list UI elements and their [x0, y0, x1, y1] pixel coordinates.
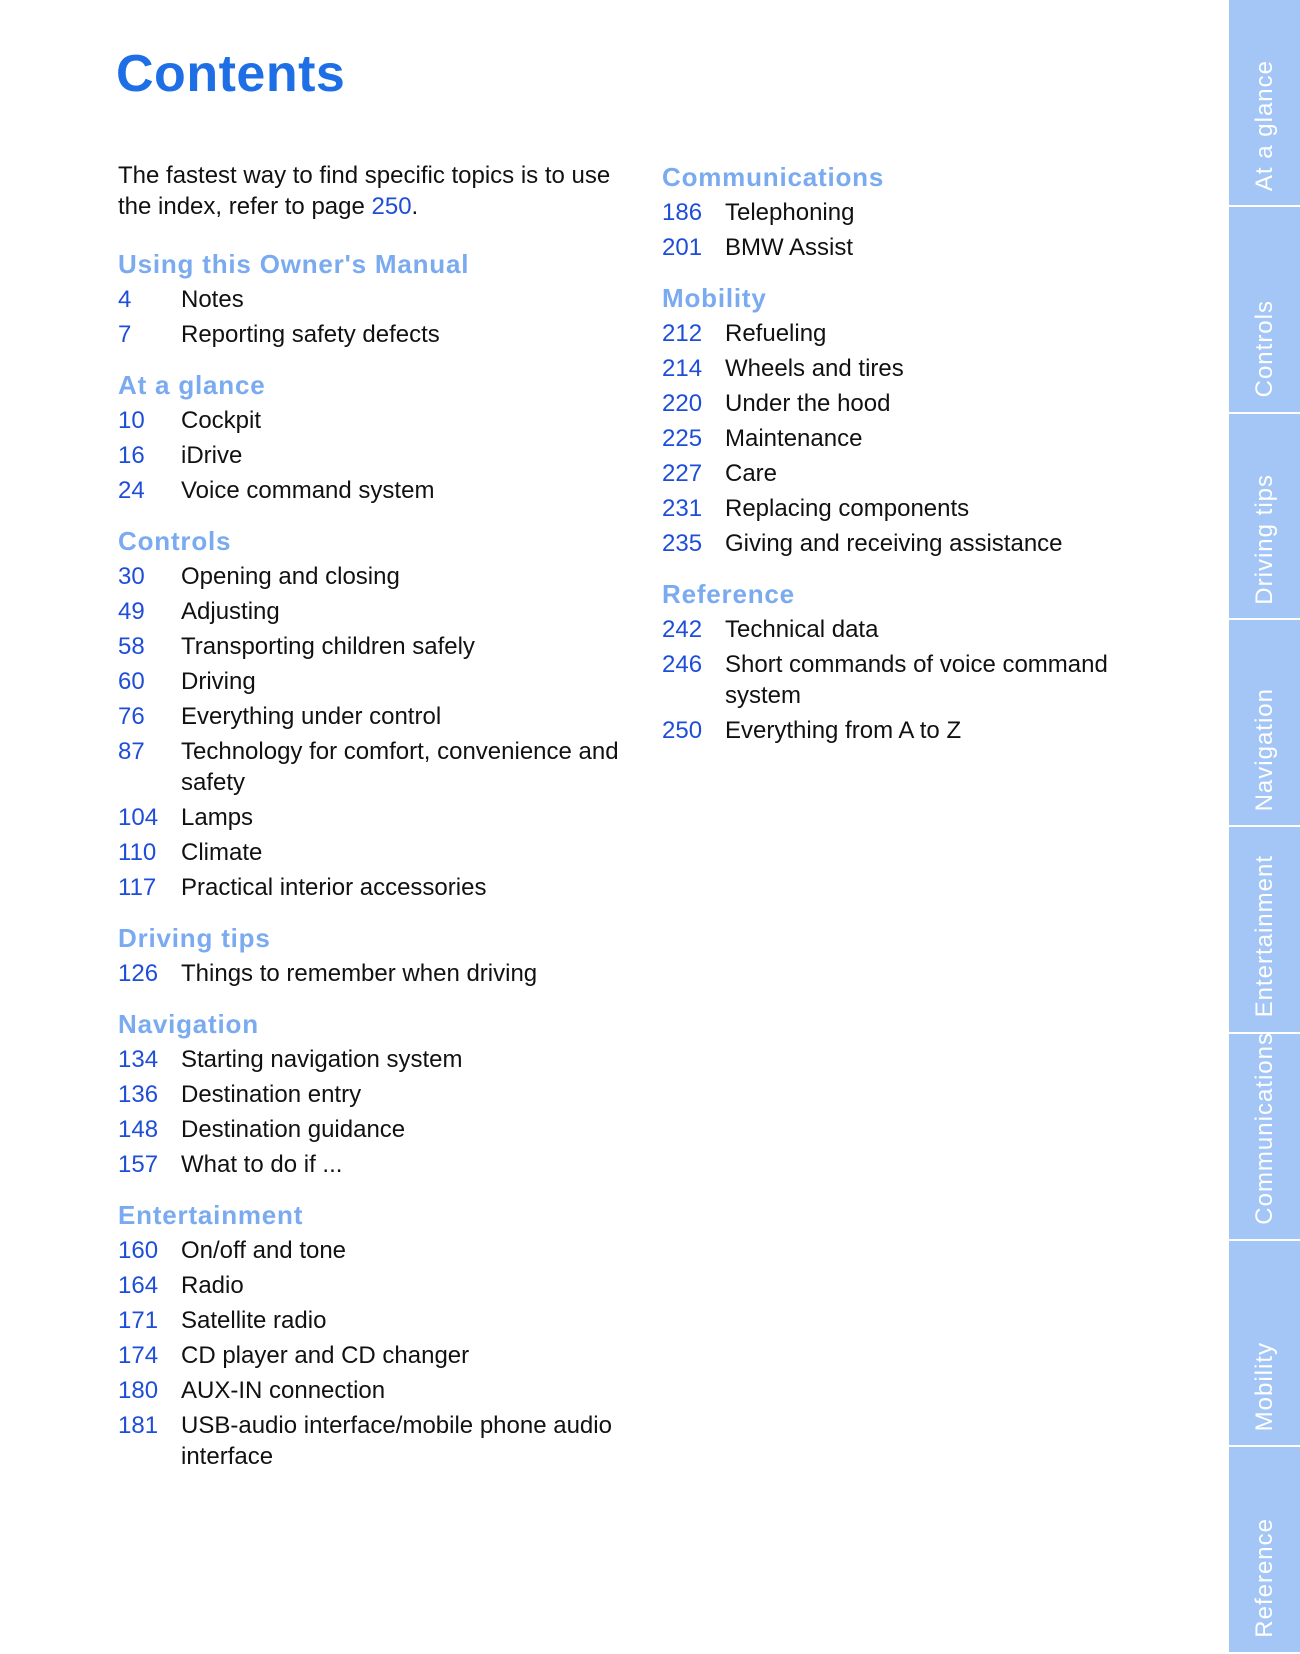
- toc-entry[interactable]: [118, 701, 628, 732]
- entry-label: USB-audio interface/mobile phone audio interface: [181, 1412, 612, 1470]
- toc-entry[interactable]: [118, 736, 628, 798]
- page-number[interactable]: 225: [662, 425, 703, 452]
- section-title: Driving tips: [118, 923, 271, 953]
- page-number[interactable]: 10: [118, 407, 145, 434]
- toc-entry[interactable]: [118, 284, 628, 315]
- section-entertainment: [118, 1198, 628, 1472]
- entry-label: Replacing components: [725, 495, 970, 522]
- tab-label: Navigation: [1250, 687, 1278, 811]
- section-controls: [118, 524, 628, 903]
- page-number[interactable]: 157: [118, 1151, 159, 1178]
- page-number[interactable]: 104: [118, 804, 159, 831]
- page-number[interactable]: 242: [662, 616, 703, 643]
- page-number[interactable]: 7: [118, 321, 132, 348]
- section-using-this-owner-s-manual: [118, 247, 628, 350]
- tab-reference[interactable]: [1229, 1447, 1300, 1654]
- entry-label: Starting navigation system: [181, 1046, 463, 1073]
- entry-label: Reporting safety defects: [181, 321, 440, 348]
- entry-label: Technology for comfort, convenience and safety: [181, 738, 619, 796]
- toc-entry[interactable]: [118, 1044, 628, 1075]
- tab-label: Mobility: [1250, 1341, 1278, 1432]
- toc-entry[interactable]: [118, 802, 628, 833]
- entry-label: Radio: [181, 1272, 244, 1299]
- entry-label: Wheels and tires: [725, 355, 904, 382]
- section-title: Navigation: [118, 1009, 259, 1039]
- page-number[interactable]: 126: [118, 960, 159, 987]
- entry-label: Practical interior accessories: [181, 874, 487, 901]
- page-number[interactable]: 134: [118, 1046, 159, 1073]
- toc-entry[interactable]: [118, 1079, 628, 1110]
- page-number[interactable]: 16: [118, 442, 145, 469]
- section-title: Communications: [662, 162, 885, 192]
- tab-label: Reference: [1250, 1518, 1278, 1638]
- toc-entry[interactable]: [118, 1375, 628, 1406]
- entry-label: Destination entry: [181, 1081, 362, 1108]
- page-number[interactable]: 171: [118, 1307, 159, 1334]
- toc-entry[interactable]: [118, 837, 628, 868]
- page-number[interactable]: 174: [118, 1342, 159, 1369]
- entry-label: BMW Assist: [725, 234, 854, 261]
- tab-mobility[interactable]: [1229, 1241, 1300, 1448]
- tab-navigation[interactable]: [1229, 620, 1300, 827]
- toc-entry[interactable]: [118, 561, 628, 592]
- toc-entry[interactable]: [118, 666, 628, 697]
- page-title: Contents: [116, 45, 346, 103]
- page-number[interactable]: 49: [118, 598, 145, 625]
- section-communications: [662, 160, 1132, 263]
- page-number[interactable]: 180: [118, 1377, 159, 1404]
- toc-entry[interactable]: [118, 872, 628, 903]
- section-title: Entertainment: [118, 1200, 304, 1230]
- section-navigation: [118, 1007, 628, 1180]
- toc-entry[interactable]: [118, 1235, 628, 1266]
- entry-label: Destination guidance: [181, 1116, 406, 1143]
- entry-label: iDrive: [181, 442, 243, 469]
- toc-entry[interactable]: [662, 649, 1132, 711]
- toc-entry[interactable]: [662, 318, 1132, 349]
- page-number[interactable]: 110: [118, 839, 157, 866]
- entry-label: Driving: [181, 668, 256, 695]
- toc-entry[interactable]: [662, 614, 1132, 645]
- entry-label: Climate: [181, 839, 263, 866]
- page-number[interactable]: 186: [662, 199, 703, 226]
- entry-label: Notes: [181, 286, 244, 313]
- entry-label: Technical data: [725, 616, 879, 643]
- page-number[interactable]: 231: [662, 495, 703, 522]
- toc-entry[interactable]: [662, 388, 1132, 419]
- section-mobility: [662, 281, 1132, 559]
- entry-label: Voice command system: [181, 477, 435, 504]
- page-number[interactable]: 117: [118, 874, 157, 901]
- section-title: Mobility: [662, 283, 767, 313]
- page-number[interactable]: 246: [662, 651, 703, 678]
- page-number[interactable]: 4: [118, 286, 132, 313]
- page-number[interactable]: 164: [118, 1272, 159, 1299]
- intro-text: The fastest way to find specific topics is to use the index, refer to page: [118, 162, 611, 220]
- tab-at-a-glance[interactable]: [1229, 0, 1300, 207]
- entry-label: What to do if ...: [181, 1151, 343, 1178]
- entry-label: Things to remember when driving: [181, 960, 538, 987]
- tab-driving-tips[interactable]: [1229, 414, 1300, 621]
- tab-communications[interactable]: [1229, 1031, 1300, 1241]
- toc-entry[interactable]: [118, 319, 628, 350]
- entry-label: AUX-IN connection: [181, 1377, 386, 1404]
- entry-label: Transporting children safely: [181, 633, 475, 660]
- section-at-a-glance: [118, 368, 628, 506]
- entry-label: Short commands of voice command system: [725, 651, 1108, 709]
- toc-entry[interactable]: [662, 353, 1132, 384]
- tab-label: Entertainment: [1250, 855, 1278, 1018]
- entry-label: Opening and closing: [181, 563, 400, 590]
- section-title: Using this Owner's Manual: [118, 249, 470, 279]
- toc-entry[interactable]: [662, 715, 1132, 746]
- section-driving-tips: [118, 921, 628, 989]
- toc-entry[interactable]: [118, 596, 628, 627]
- section-title: Reference: [662, 579, 795, 609]
- toc-entry[interactable]: [118, 631, 628, 662]
- entry-label: Cockpit: [181, 407, 262, 434]
- chapter-tab-bar: [1229, 0, 1300, 1654]
- contents-right-column: [662, 160, 1132, 764]
- tab-label: At a glance: [1250, 59, 1278, 191]
- intro-paragraph: [118, 160, 628, 222]
- tab-label: Communications: [1250, 1031, 1278, 1225]
- page-number[interactable]: 58: [118, 633, 145, 660]
- toc-entry[interactable]: [118, 475, 628, 506]
- entry-label: Adjusting: [181, 598, 280, 625]
- intro-text-end: .: [411, 193, 419, 220]
- entry-label: CD player and CD changer: [181, 1342, 470, 1369]
- tab-label: Controls: [1250, 300, 1278, 398]
- toc-entry[interactable]: [118, 405, 628, 436]
- entry-label: Under the hood: [725, 390, 891, 417]
- entry-label: Satellite radio: [181, 1307, 327, 1334]
- contents-left-column: [118, 160, 628, 1490]
- entry-label: Refueling: [725, 320, 827, 347]
- toc-entry[interactable]: [662, 493, 1132, 524]
- page-number[interactable]: 220: [662, 390, 703, 417]
- entry-label: Everything from A to Z: [725, 717, 962, 744]
- toc-entry[interactable]: [118, 1410, 628, 1472]
- page-number[interactable]: 24: [118, 477, 145, 504]
- page-number[interactable]: 235: [662, 530, 703, 557]
- toc-entry[interactable]: [118, 1114, 628, 1145]
- entry-label: Everything under control: [181, 703, 442, 730]
- entry-label: On/off and tone: [181, 1237, 347, 1264]
- section-reference: [662, 577, 1132, 746]
- entry-label: Maintenance: [725, 425, 863, 452]
- tab-entertainment[interactable]: [1229, 827, 1300, 1034]
- toc-entry[interactable]: [118, 1340, 628, 1371]
- section-title: At a glance: [118, 370, 266, 400]
- page-number[interactable]: 160: [118, 1237, 159, 1264]
- toc-entry[interactable]: [118, 1270, 628, 1301]
- index-page-link[interactable]: 250: [371, 193, 412, 220]
- page-number[interactable]: 76: [118, 703, 145, 730]
- page-number[interactable]: 136: [118, 1081, 159, 1108]
- toc-entry[interactable]: [118, 1305, 628, 1336]
- page-number[interactable]: 60: [118, 668, 145, 695]
- page-number[interactable]: 201: [662, 234, 703, 261]
- toc-entry[interactable]: [118, 1149, 628, 1180]
- page-number[interactable]: 214: [662, 355, 703, 382]
- toc-entry[interactable]: [662, 458, 1132, 489]
- page-number[interactable]: 212: [662, 320, 703, 347]
- page-number[interactable]: 148: [118, 1116, 159, 1143]
- toc-entry[interactable]: [662, 197, 1132, 228]
- page-number[interactable]: 30: [118, 563, 145, 590]
- page-number[interactable]: 181: [118, 1412, 159, 1439]
- section-title: Controls: [118, 526, 232, 556]
- page-number[interactable]: 227: [662, 460, 703, 487]
- right-section-list: [662, 160, 1132, 746]
- left-section-list: [118, 247, 628, 1472]
- tab-label: Driving tips: [1250, 473, 1278, 605]
- toc-entry[interactable]: [662, 232, 1132, 263]
- entry-label: Telephoning: [725, 199, 855, 226]
- toc-entry[interactable]: [662, 528, 1132, 559]
- toc-entry[interactable]: [118, 440, 628, 471]
- entry-label: Lamps: [181, 804, 254, 831]
- entry-label: Giving and receiving assistance: [725, 530, 1063, 557]
- tab-controls[interactable]: [1229, 207, 1300, 414]
- toc-entry[interactable]: [118, 958, 628, 989]
- page-number[interactable]: 250: [662, 717, 703, 744]
- toc-entry[interactable]: [662, 423, 1132, 454]
- entry-label: Care: [725, 460, 778, 487]
- page-number[interactable]: 87: [118, 738, 145, 765]
